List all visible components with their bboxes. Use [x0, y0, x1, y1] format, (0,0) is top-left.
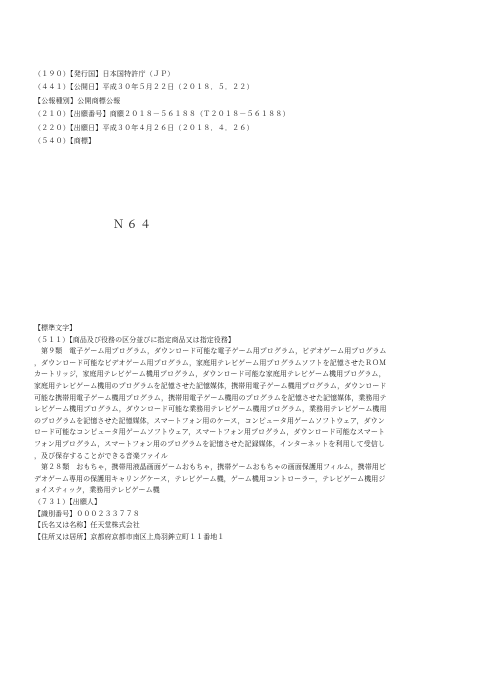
class-9-line: ，ダウンロード可能なビデオゲーム用プログラム，家庭用テレビゲーム用プログラムソフトを記憶させたＲＯＭ: [34, 358, 387, 367]
class-9-line: フォン用プログラム，スマートフォン用のプログラムを記憶させた記録媒体，インターネットを利用して受信し: [34, 439, 385, 448]
header-issuing-country: （１９０）【発行国】日本国特許庁（ＪＰ）: [34, 70, 175, 78]
designated-goods-section: [34, 323, 446, 543]
class-28-line: ョイスティック，業務用テレビゲーム機: [34, 486, 160, 495]
class-28-line: 第２８類 おもちゃ，携帯用液晶画面ゲームおもちゃ，携帯ゲームおもちゃの画面保護用フィルム，携帯用ビ: [34, 463, 386, 472]
standard-characters-label: 【標準文字】: [34, 324, 77, 332]
class-9-line: カートリッジ，家庭用テレビゲーム機用プログラム，ダウンロード可能な家庭用テレビゲーム機用プログラム，: [34, 370, 386, 379]
header-application-number: （２１０）【出願番号】商願２０１８－５６１８８（Ｔ２０１８－５６１８８）: [34, 110, 290, 119]
applicant-name: 【氏名又は名称】任天堂株式会社: [34, 521, 140, 530]
header-trademark-label: （５４０）【商標】: [34, 137, 96, 146]
applicant-heading: （７３１）【出願人】: [34, 497, 101, 506]
class-9-line: 第９類 電子ゲーム用プログラム，ダウンロード可能な電子ゲーム用プログラム，ビデオゲーム用プログラム: [34, 347, 387, 356]
header-gazette-type: 【公報種別】公開商標公報: [34, 96, 121, 105]
header-filing-date: （２２０）【出願日】平成３０年４月２６日（２０１８．４．２６）: [34, 123, 254, 132]
classification-heading: （５１１）【商品及び役務の区分並びに指定商品又は指定役務】: [34, 335, 235, 344]
class-9-line: ロード可能なコンピュータ用ゲームソフトウェア，スマートフォン用プログラム，ダウンロード可能なスマート: [34, 428, 385, 437]
class-9-line: 家庭用テレビゲーム機用のプログラムを記憶させた記憶媒体，携帯用電子ゲーム機用プログラム，ダウンロード: [34, 381, 387, 390]
class-9-line: 可能な携帯用電子ゲーム機用プログラム，携帯用電子ゲーム機用のプログラムを記憶させた記憶媒体，業務用テ: [34, 393, 387, 402]
applicant-id-number: 【識別番号】０００２３３７７８: [34, 509, 140, 518]
class-28-line: デオゲーム専用の保護用キャリングケース，テレビゲーム機，ゲーム機用コントローラー，テレビゲーム機用ジ: [34, 474, 386, 483]
class-9-line: のプログラムを記憶させた記憶媒体，スマートフォン用のケース，コンピュータ用ゲームソフトウェア，ダウン: [34, 416, 385, 425]
trademark-text: Ｎ６４: [113, 218, 154, 231]
applicant-address: 【住所又は居所】京都府京都市南区上鳥羽鉾立町１１番地１: [34, 532, 225, 541]
class-9-line: レビゲーム機用プログラム，ダウンロード可能な業務用テレビゲーム機用プログラム，業務用テレビゲーム機用: [34, 405, 387, 414]
header-publication-date: （４４１）【公開日】平成３０年５月２２日（２０１８．５．２２）: [34, 83, 254, 92]
class-9-line: ，及び保存することができる音楽ファイル: [34, 451, 168, 460]
bibliographic-header: [34, 68, 454, 148]
